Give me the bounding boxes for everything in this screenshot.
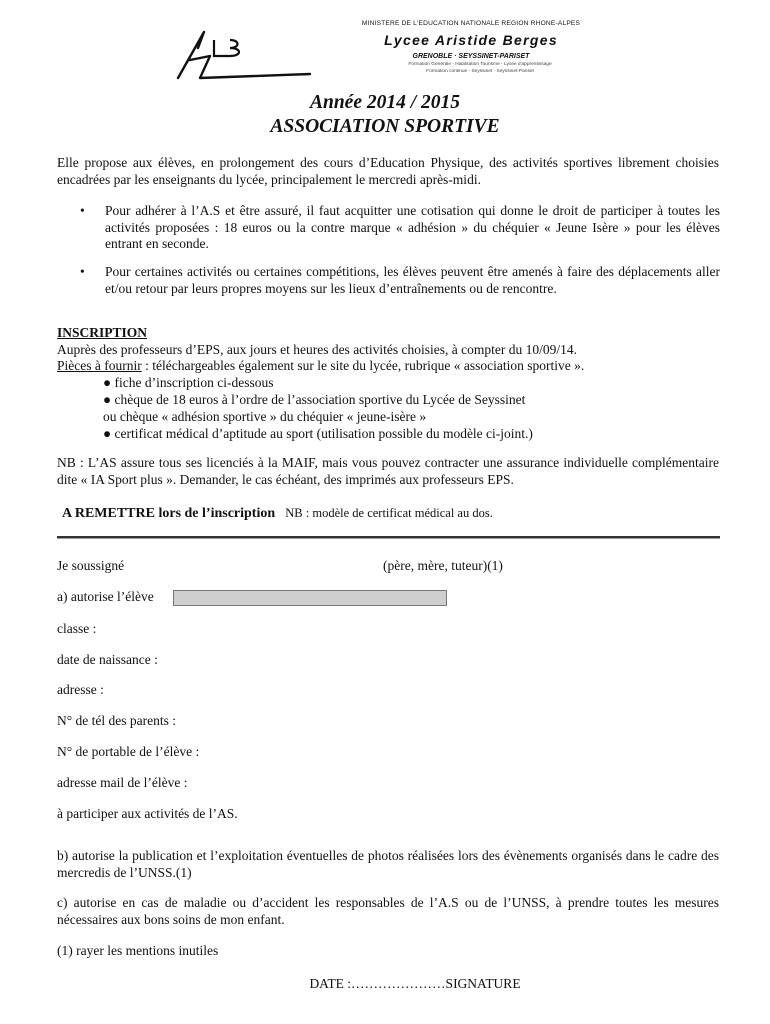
remettre-bold: A REMETTRE lors de l’inscription <box>62 506 276 521</box>
remettre-note: NB : modèle de certificat médical au dos. <box>285 506 493 520</box>
eleve-name-field[interactable] <box>173 590 447 606</box>
pieces-line <box>57 358 584 375</box>
piece-item: ● fiche d’inscription ci-dessous <box>103 375 274 390</box>
portable-label: N° de portable de l’élève : <box>57 744 200 759</box>
header-small-line-2: Formation continue - Seyssinet - Seyssinet-Pariset <box>426 69 534 74</box>
year-title: Année 2014 / 2015 <box>309 92 461 113</box>
inscription-heading: INSCRIPTION <box>57 325 148 340</box>
autorisation-b: b) autorise la publication et l’exploitation éventuelles de photos réalisées lors des évènements organisés dans le cadre des mercredis de l’UNSS.(1) <box>57 848 719 880</box>
tel-parents-label: N° de tél des parents : <box>57 713 176 728</box>
piece-item: ● certificat médical d’aptitude au sport (utilisation possible du modèle ci-joint.) <box>103 426 533 441</box>
bullet-icon: • <box>80 203 85 218</box>
remettre-line <box>62 505 493 523</box>
school-logo <box>170 26 315 86</box>
classe-label: classe : <box>57 621 97 636</box>
bullet-text: Pour certaines activités ou certaines compétitions, les élèves peuvent être amenés à faire des déplacements aller et/ou retour par leurs propres moyens sur les lieux d’entraînements ou de rencontre. <box>105 264 720 296</box>
ministry-line: MINISTERE DE L'EDUCATION NATIONALE REGION RHONE-ALPES <box>361 20 581 27</box>
pieces-label: Pièces à fournir <box>57 358 142 373</box>
school-name: Lycee Aristide Berges <box>384 32 558 48</box>
autorise-eleve-label: a) autorise l’élève <box>57 589 154 604</box>
inscription-line: Auprès des professeurs d’EPS, aux jours et heures des activités choisies, à compter du 10/09/14. <box>57 342 578 357</box>
autorisation-c: c) autorise en cas de maladie ou d’accident les responsables de l’A.S ou de l’UNSS, à prendre toutes les mesures nécessaires aux bons soins de mon enfant. <box>57 895 719 927</box>
bullet-text: Pour adhérer à l’A.S et être assuré, il faut acquitter une cotisation qui donne le droit de participer à toutes les activités proposées : 18 euros ou la contre marque « adhésion » du chéquier « Jeune Isère » pour les élèves entrant en seconde. <box>105 203 720 251</box>
naissance-label: date de naissance : <box>57 652 158 667</box>
piece-item: ou chèque « adhésion sportive » du chéquier « jeune-isère » <box>103 409 427 424</box>
association-title: ASSOCIATION SPORTIVE <box>270 116 500 137</box>
intro-paragraph: Elle propose aux élèves, en prolongement des cours d’Education Physique, des activités sportives librement choisies encadrées par les enseignants du lycée, principalement le mercredi après-midi. <box>57 155 719 187</box>
adresse-label: adresse : <box>57 682 104 697</box>
piece-item: ● chèque de 18 euros à l’ordre de l’association sportive du Lycée de Seyssinet <box>103 392 526 407</box>
header-small-line-1: Formation Générale - Habilitation Tourisme - Lycée d'apprentissage <box>408 62 552 67</box>
date-signature-line: DATE :…………………SIGNATURE <box>309 976 521 991</box>
school-city: GRENOBLE · SEYSSINET-PARISET <box>412 53 530 60</box>
rayer-note: (1) rayer les mentions inutiles <box>57 943 219 958</box>
participer-label: à participer aux activités de l’AS. <box>57 806 238 821</box>
nb-paragraph: NB : L’AS assure tous ses licenciés à la MAIF, mais vous pouvez contracter une assurance individuelle complémentaire dite « IA Sport plus ». Demander, le cas échéant, des imprimés aux professeurs EPS. <box>57 455 719 487</box>
mail-label: adresse mail de l’élève : <box>57 775 188 790</box>
parent-label: (père, mère, tuteur)(1) <box>383 558 503 573</box>
form-divider <box>57 536 720 539</box>
soussigne-label: Je soussigné <box>57 558 125 573</box>
pieces-text: : téléchargeables également sur le site du lycée, rubrique « association sportive ». <box>141 358 585 373</box>
bullet-icon: • <box>80 264 85 279</box>
